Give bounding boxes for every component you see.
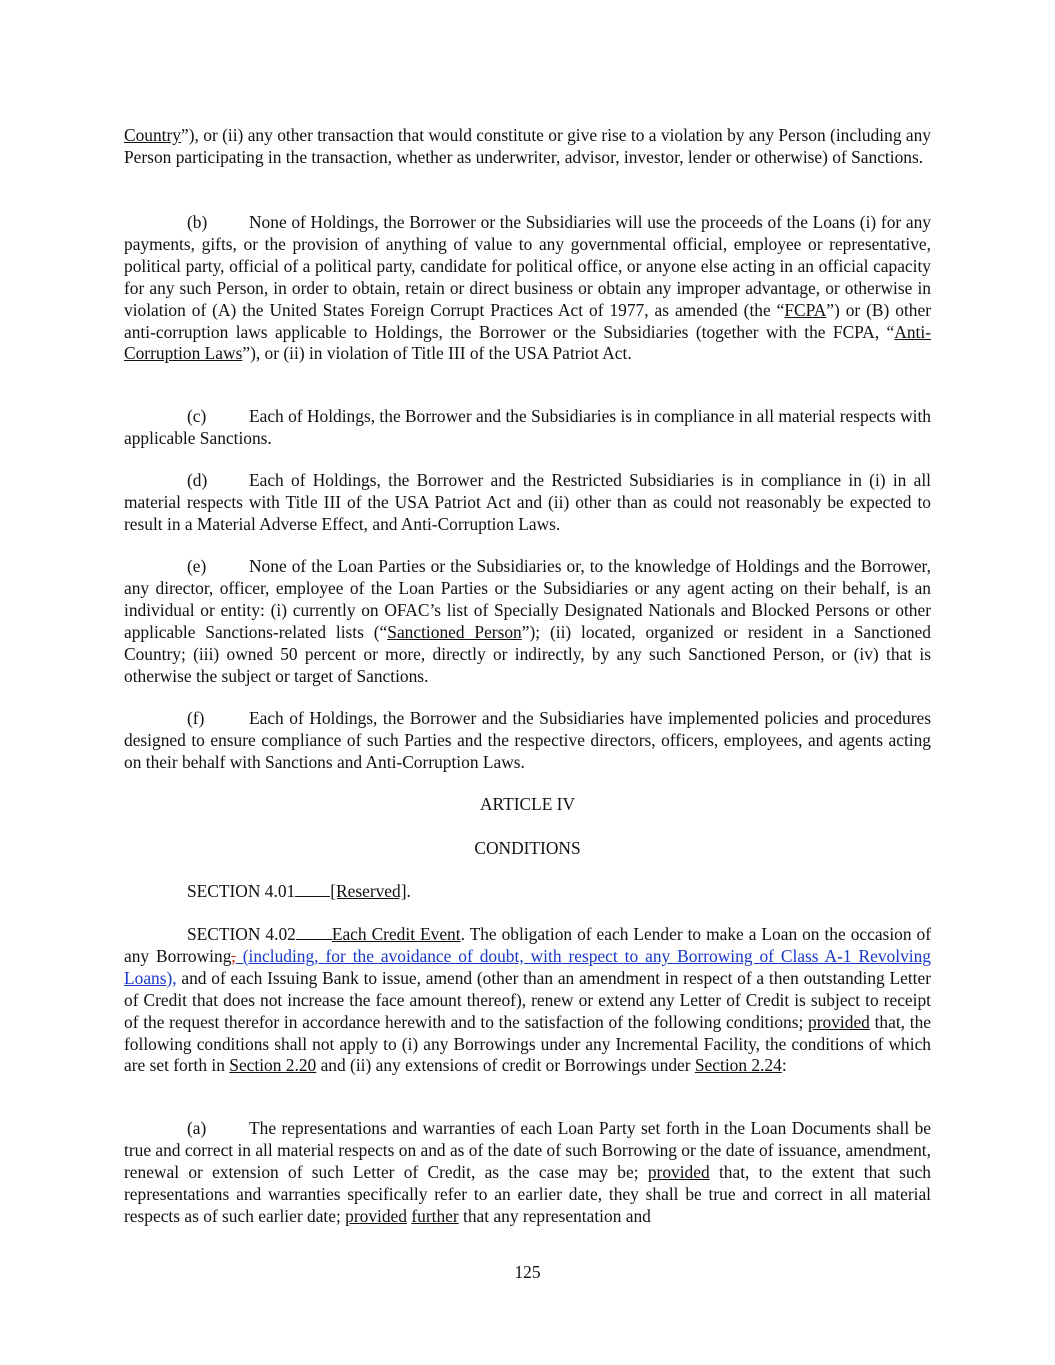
defined-term-country: Country	[124, 125, 182, 145]
clause-label-d: (d)	[187, 470, 208, 490]
paragraph-d: (d) Each of Holdings, the Borrower and the Restricted Subsidiaries is in compliance in (i) in all material respects with Title III of the USA Patriot Act and (ii) other than as could not reasonably be expected to result in a Material Adverse Effect, and Anti-Corruption Laws.	[124, 470, 931, 534]
defined-term-sanctioned-person: Sanctioned Person	[387, 621, 522, 642]
clause-label-f: (f)	[187, 708, 205, 728]
section-title: Each Credit Event	[331, 924, 461, 944]
defined-term-provided: provided	[345, 1205, 407, 1226]
section-title: [Reserved]	[330, 881, 407, 901]
section-number: SECTION 4.01	[187, 881, 296, 901]
section-4-02: SECTION 4.02 Each Credit Event. The obligation of each Lender to make a Loan on the occasion of any Borrowing, (including, for the avoidance of doubt, with respect to any Borrowing of Class A-1 Revolving Loans), and of each Issuing Bank to issue, amend (other than an amendment in respect of a then outstanding Letter of Credit that does not increase the face amount thereof), renew or extend any Letter of Credit is subject to receipt of the request therefor in accordance herewith and to the satisfaction of the following conditions; provided that, the following conditions shall not apply to (i) any Borrowings under any Incremental Facility, the conditions of which are set forth in Section 2.20 and (ii) any extensions of credit or Borrowings under Section 2.24:	[124, 924, 931, 1076]
defined-term-anti-corruption-laws: Anti-Corruption Laws	[124, 321, 931, 364]
cross-reference-section-2-24: Section 2.24	[694, 1055, 782, 1076]
clause-label-e: (e)	[187, 556, 207, 576]
inserted-text: (including, for the avoidance of doubt, with respect to any Borrowing of Class A-1 Revolving Loans),	[124, 945, 931, 988]
paragraph-intro-continuation: Country”), or (ii) any other transaction that would constitute or give rise to a violation by any Person (including any Person participating in the transaction, whether as underwriter, advisor, investor, lender or otherwise) of Sanctions.	[124, 125, 931, 167]
defined-term-provided: provided	[647, 1161, 710, 1182]
page-number: 125	[514, 1262, 541, 1282]
paragraph-e: (e) None of the Loan Parties or the Subsidiaries or, to the knowledge of Holdings and the Borrower, any director, officer, employee of the Loan Parties or the Subsidiaries or any agent acting on their behalf, is an individual or entity: (i) currently on OFAC’s list of Specially Designated Nationals and Blocked Persons or other applicable Sanctions-related lists (“Sanctioned Person”); (ii) located, organized or resident in a Sanctioned Country; (iii) owned 50 percent or more, directly or indirectly, by any such Sanctioned Person, or (iv) that is otherwise the subject or target of Sanctions.	[124, 556, 931, 686]
clause-label-c: (c)	[187, 406, 207, 426]
section-4-01: SECTION 4.01 [Reserved].	[187, 881, 411, 901]
article-title: CONDITIONS	[474, 838, 581, 858]
defined-term-provided: provided	[808, 1011, 870, 1032]
section-number: SECTION 4.02	[187, 924, 296, 944]
defined-term-further: further	[411, 1205, 459, 1226]
tab-underline	[296, 924, 332, 940]
paragraph-f: (f) Each of Holdings, the Borrower and the Subsidiaries have implemented policies and procedures designed to ensure compliance of such Parties and the respective directors, officers, employees, and agents acting on their behalf with Sanctions and Anti-Corruption Laws.	[124, 708, 931, 772]
clause-label-a: (a)	[187, 1118, 207, 1138]
cross-reference-section-2-20: Section 2.20	[229, 1055, 317, 1076]
article-heading: ARTICLE IV	[479, 794, 576, 814]
clause-label-b: (b)	[187, 212, 208, 232]
tab-underline	[295, 881, 330, 897]
paragraph-b: (b) None of Holdings, the Borrower or the Subsidiaries will use the proceeds of the Loans (i) for any payments, gifts, or the provision of anything of value to any governmental official, employee or representative, political party, official of a political party, candidate for political office, or anyone else acting in an official capacity for any such Person, in order to obtain, retain or direct business or obtain any improper advantage, or otherwise in violation of (A) the United States Foreign Corrupt Practices Act of 1977, as amended (the “FCPA”) or (B) other anti-corruption laws applicable to Holdings, the Borrower or the Subsidiaries (together with the FCPA, “Anti-Corruption Laws”), or (ii) in violation of Title III of the USA Patriot Act.	[124, 212, 931, 364]
paragraph-c: (c) Each of Holdings, the Borrower and the Subsidiaries is in compliance in all material respects with applicable Sanctions.	[124, 406, 931, 448]
paragraph-a: (a) The representations and warranties of each Loan Party set forth in the Loan Documents shall be true and correct in all material respects on and as of the date of such Borrowing or the date of issuance, amendment, renewal or extension of such Letter of Credit, as the case may be; provided that, to the extent that such representations and warranties specifically refer to an earlier date, they shall be true and correct in all material respects as of such earlier date; provided further that any representation and	[124, 1118, 931, 1226]
deleted-text: ,	[231, 945, 236, 966]
defined-term-fcpa: FCPA	[784, 299, 827, 320]
